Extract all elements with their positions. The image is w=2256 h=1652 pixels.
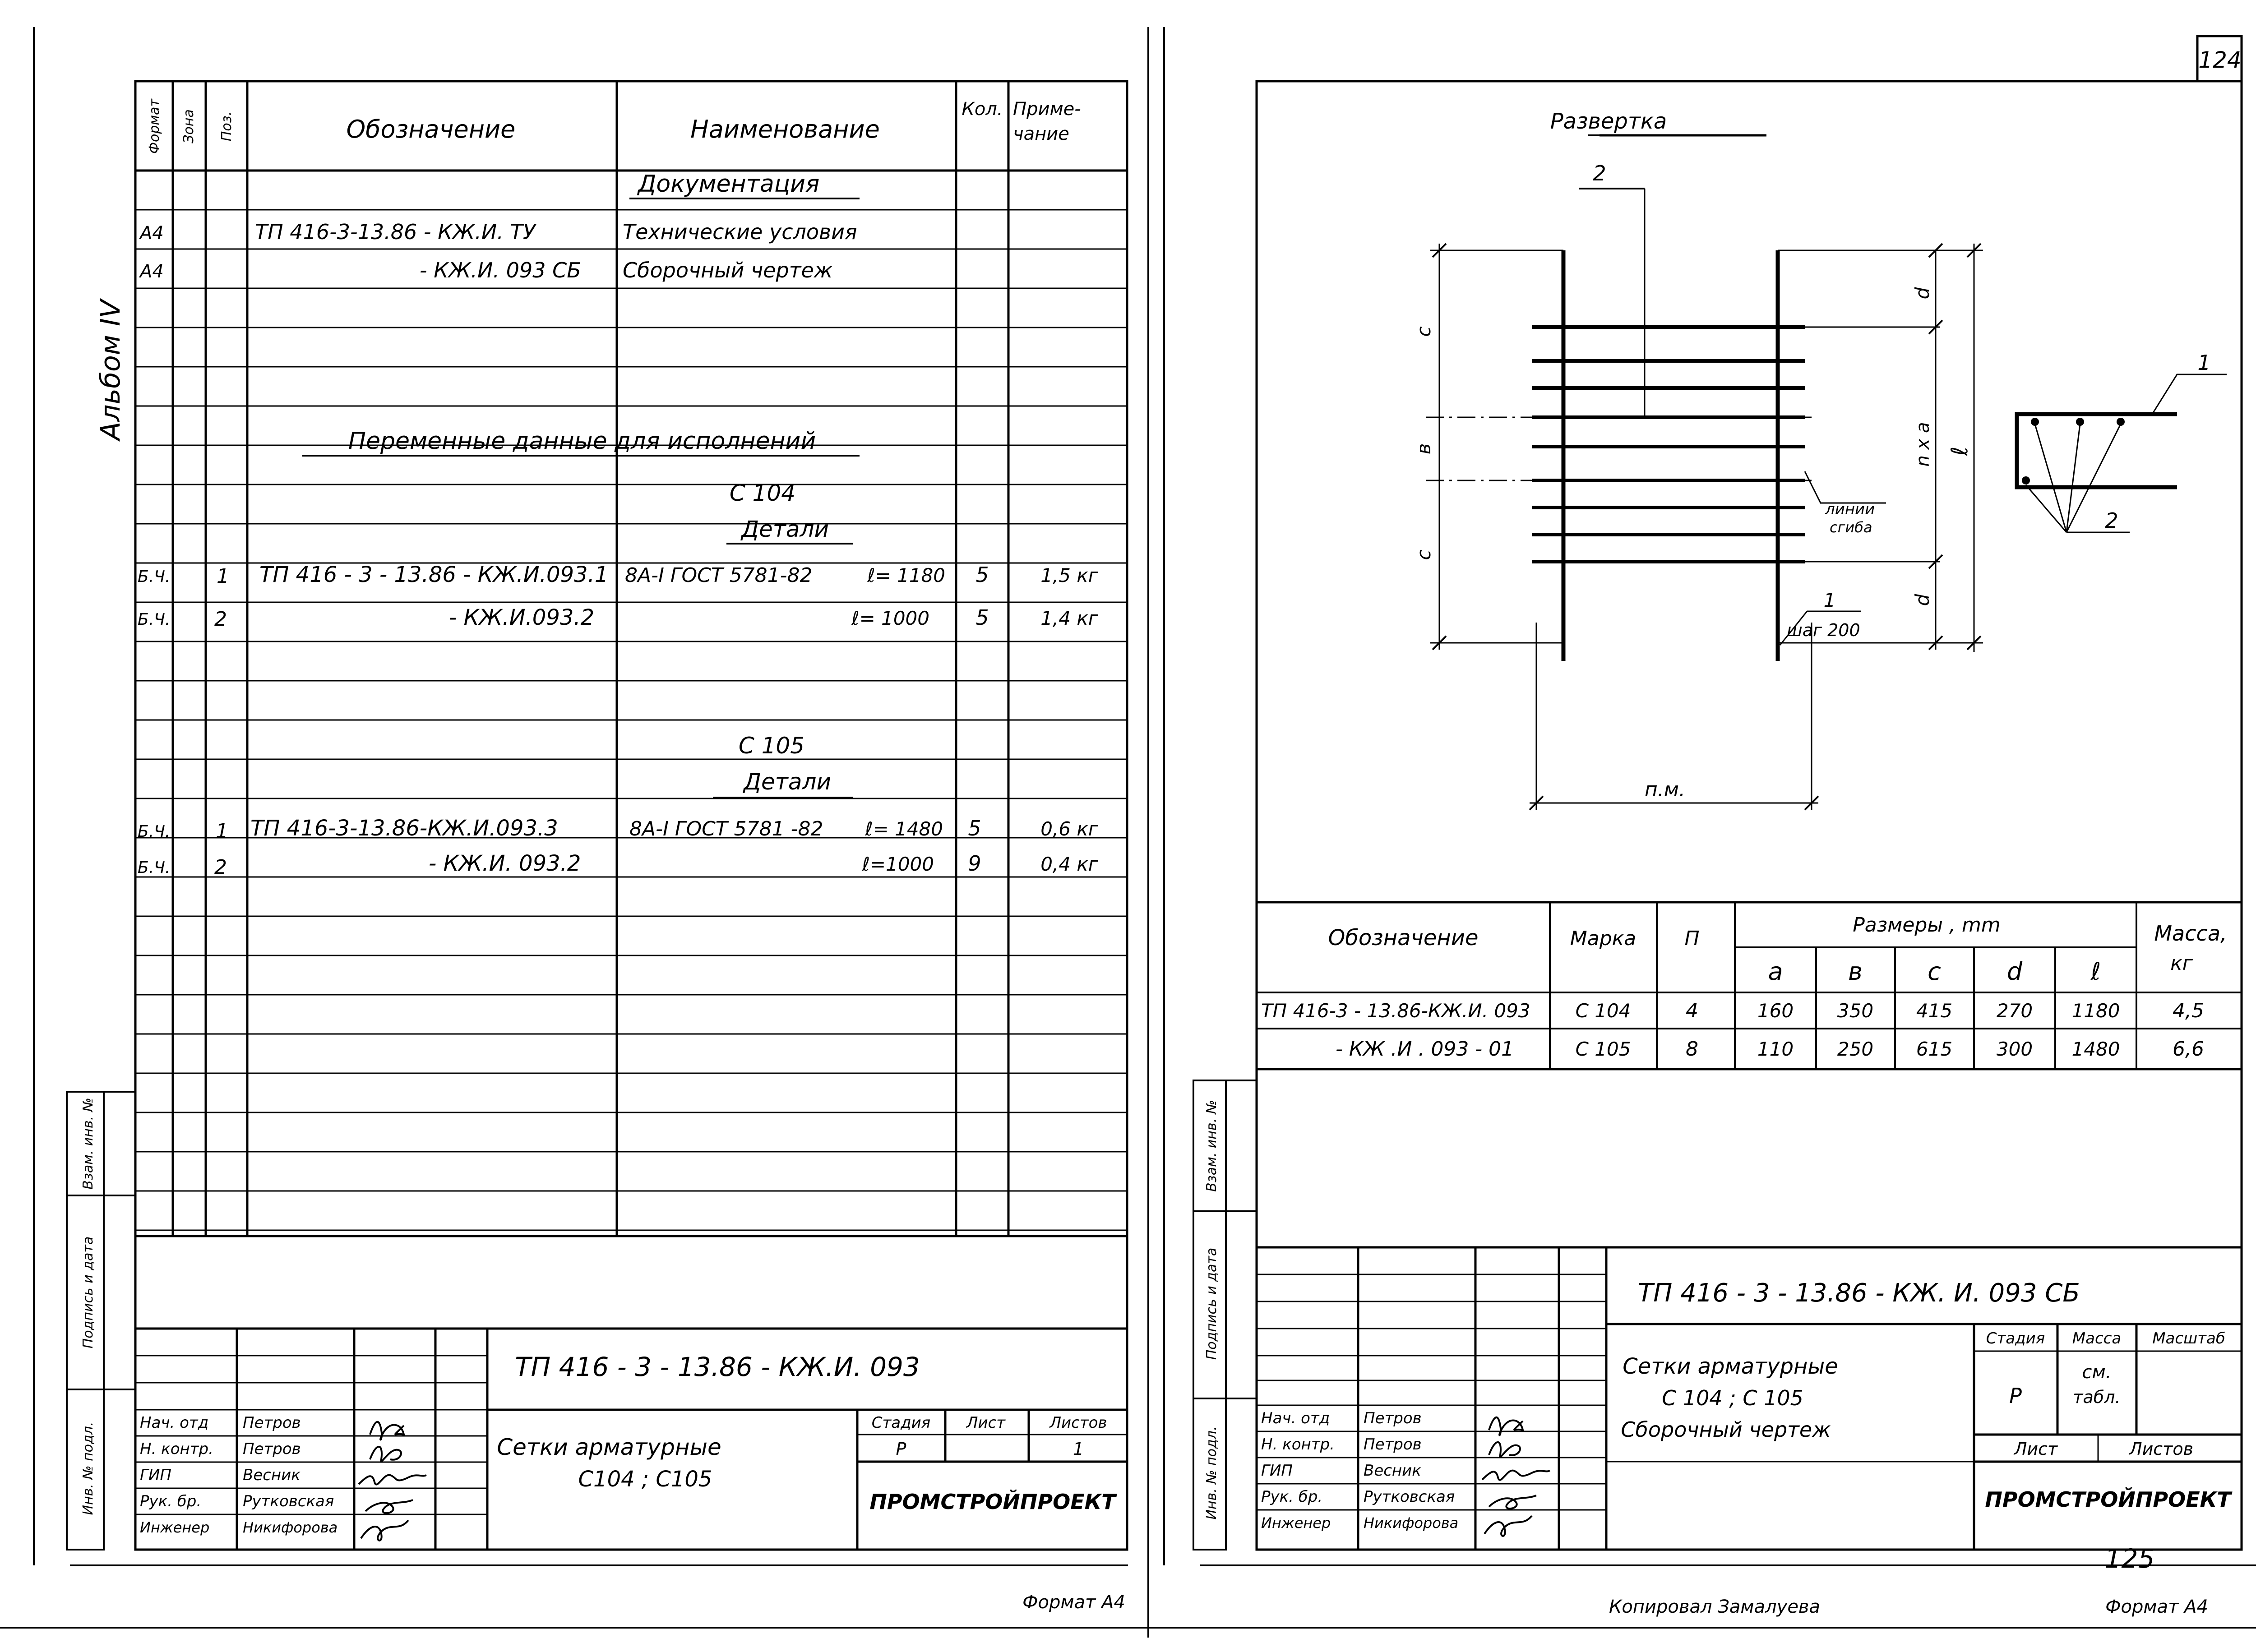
dt-r2-a: 110 [1757,1038,1794,1060]
sheet-number-bottom: 125 [2104,1543,2155,1574]
dt-hdr-sizes: Размеры , mm [1853,914,2001,937]
dt-r2-b: 250 [1837,1038,1874,1060]
dt-r1-b: 350 [1837,1000,1874,1022]
right-name-2: Петров [1364,1435,1422,1454]
left-role-1: Нач. отд [140,1414,209,1432]
lbl-dim-d-bottom: d [1911,594,1933,606]
dt-hdr-mass-unit: кг [2170,952,2193,975]
g2-row1-name: 8А-I ГОСТ 5781 -82 [629,817,823,840]
r-signature-4 [1489,1495,1536,1509]
doc-2-format: А4 [140,261,164,282]
lbl-dim-l: ℓ [1946,446,1973,456]
right-signatures [1482,1417,1550,1536]
right-role-4: Рук. бр. [1261,1488,1323,1506]
left-name-3: Весник [243,1466,300,1484]
doc-1-designation: ТП 416-3-13.86 - КЖ.И. ТУ [255,220,536,244]
hdr-qty: Кол. [962,99,1003,120]
signature-2 [370,1447,401,1462]
left-role-2: Н. контр. [140,1440,213,1458]
sheet-number: 124 [2198,47,2242,73]
g2-row2-qty: 9 [968,851,981,876]
left-title-line1: Сетки арматурные [497,1434,721,1460]
right-mass-2: табл. [2073,1387,2121,1407]
left-side-stamp [67,1092,135,1550]
g2-row2-pos: 2 [214,856,227,879]
lbl-dim-b: в [1413,443,1435,455]
lbl-pos2-top: 2 [1593,161,1606,185]
right-scale-label: Масштаб [2152,1329,2225,1347]
dt-hdr-mark: Марка [1570,927,1637,950]
dt-r2-designation: - КЖ .И . 093 - 01 [1336,1038,1514,1061]
r-stamp-inv-orig: Инв. № подл. [1204,1426,1220,1520]
right-title-line1: Сетки арматурные [1623,1354,1838,1379]
right-mass-1: см. [2082,1362,2112,1383]
lbl-dim-na: n x a [1913,422,1933,467]
dt-hdr-l: ℓ [2090,957,2101,986]
right-name-1: Петров [1364,1409,1422,1427]
group-1-title: С 104 [729,480,796,506]
copied-by: Копировал Замалуева [1609,1597,1821,1617]
left-format-label: Формат А4 [1022,1592,1125,1613]
g1-row1-length: ℓ= 1180 [867,564,945,586]
drawing-title: Развертка [1550,109,1667,134]
hdr-format: Формат [147,99,162,154]
group-1-subtitle: Детали [741,516,829,542]
right-role-1: Нач. отд [1261,1409,1330,1427]
right-mass-label: Масса [2072,1329,2122,1347]
g1-row1-pos: 1 [217,565,229,588]
left-name-2: Петров [243,1440,301,1458]
dt-r1-l: 1180 [2071,1000,2120,1022]
g1-row1-note: 1,5 кг [1040,564,1098,586]
dt-r2-l: 1480 [2071,1038,2120,1060]
dt-hdr-d: d [2006,957,2023,986]
hdr-name: Наименование [690,115,880,143]
dt-r2-mass: 6,6 [2173,1038,2204,1061]
r-stamp-signature-date: Подпись и дата [1204,1247,1220,1360]
dt-r1-n: 4 [1686,999,1698,1022]
g1-row1-name: 8А-I ГОСТ 5781-82 [625,564,813,587]
stamp-signature-date: Подпись и дата [80,1236,96,1349]
dt-r1-d: 270 [1996,1000,2033,1022]
hdr-zone: Зона [181,109,197,143]
dt-hdr-c: с [1928,957,1941,986]
dt-r2-d: 300 [1996,1038,2033,1060]
right-sheets-label: Листов [2129,1439,2193,1459]
lbl-step: шаг 200 [1787,620,1860,640]
g1-row2-note: 1,4 кг [1040,607,1098,629]
right-code: ТП 416 - 3 - 13.86 - КЖ. И. 093 СБ [1638,1278,2080,1308]
bar-section-dot [2031,418,2039,426]
left-sheets-label: Листов [1049,1414,1107,1432]
lbl-pm: п.м. [1645,778,1685,801]
dt-r1-mass: 4,5 [2173,999,2204,1022]
right-name-5: Никифорова [1364,1514,1459,1532]
doc-2-name: Сборочный чертеж [623,258,833,282]
r-signature-5 [1484,1516,1532,1536]
right-role-5: Инженер [1261,1514,1331,1532]
dt-hdr-mass: Масса, [2154,921,2227,946]
g1-row2-pos: 2 [214,608,227,631]
g2-row2-designation: - КЖ.И. 093.2 [429,851,581,876]
left-sheet-label: Лист [966,1414,1006,1432]
dt-hdr-n: П [1684,927,1700,950]
g2-row1-note: 0,6 кг [1040,818,1098,840]
r-signature-3 [1482,1471,1550,1480]
left-role-5: Инженер [140,1519,210,1536]
album-label: Альбом IV [95,300,126,440]
lbl-dim-d-top: d [1911,287,1933,300]
right-title-line2: С 104 ; С 105 [1662,1386,1803,1410]
signature-5 [361,1520,408,1541]
dt-hdr-designation: Обозначение [1328,925,1479,951]
left-name-4: Рутковская [243,1492,334,1510]
dt-r2-mark: С 105 [1575,1038,1631,1060]
hdr-note-1: Приме- [1013,99,1081,120]
section-view [2017,374,2227,532]
right-role-3: ГИП [1261,1462,1293,1480]
stamp-inv-orig: Инв. № подл. [80,1421,96,1515]
lbl-dim-c2: с [1413,549,1435,560]
right-stage: Р [2009,1384,2022,1408]
left-name-5: Никифорова [243,1519,338,1536]
lbl-bend-2: сгиба [1830,519,1872,536]
mesh-drawing [1426,189,1983,810]
g1-row1-format: Б.Ч. [138,568,171,586]
mesh-cross-bars [1532,327,1805,562]
lbl-dim-c: с [1413,326,1435,337]
spec-grid [135,81,1127,1236]
left-title-line2: С104 ; С105 [578,1467,712,1492]
right-title-block-rows [1257,1274,1606,1510]
left-code: ТП 416 - 3 - 13.86 - КЖ.И. 093 [515,1352,920,1382]
left-name-1: Петров [243,1414,301,1432]
spec-row-lines [135,210,1127,1230]
right-format-label: Формат А4 [2105,1597,2208,1617]
group-2-subtitle: Детали [743,769,832,795]
right-name-4: Рутковская [1364,1488,1455,1506]
hdr-pos: Поз. [219,111,235,142]
left-signatures [359,1422,426,1541]
group-2-title: С 105 [738,733,805,759]
left-stage: Р [896,1439,906,1459]
left-stage-label: Стадия [871,1414,931,1432]
right-name-3: Весник [1364,1462,1421,1480]
g2-row2-length: ℓ=1000 [862,853,934,875]
right-sheet-label: Лист [2014,1439,2058,1459]
right-title-line3: Сборочный чертеж [1621,1417,1831,1442]
stamp-vzam-inv: Взам. инв. № [80,1098,96,1190]
g1-row1-qty: 5 [975,563,989,587]
right-stage-label: Стадия [1986,1329,2045,1347]
section-variable: Переменные данные для исполнений [348,428,816,455]
doc-2-designation: - КЖ.И. 093 СБ [420,258,581,282]
g1-row2-designation: - КЖ.И.093.2 [449,605,595,630]
section-documentation: Документация [638,171,820,198]
g2-row1-pos: 1 [216,820,228,843]
g2-row2-note: 0,4 кг [1040,853,1098,875]
dt-r1-a: 160 [1757,1000,1794,1022]
right-role-2: Н. контр. [1261,1435,1335,1454]
g1-row2-length: ℓ= 1000 [851,607,929,629]
lbl-pos1-right: 1 [2197,351,2211,375]
g1-row2-qty: 5 [975,605,989,630]
left-role-3: ГИП [140,1466,171,1484]
left-role-4: Рук. бр. [140,1492,202,1510]
bar-section-dot [2117,418,2125,426]
left-sheets: 1 [1073,1439,1084,1459]
lbl-bend-1: линии [1825,500,1875,518]
left-org: ПРОМСТРОЙПРОЕКТ [869,1490,1116,1514]
doc-1-name: Технические условия [623,220,857,244]
signature-3 [359,1475,426,1485]
doc-1-format: А4 [140,223,164,244]
hdr-note-2: чание [1013,124,1069,144]
lbl-pos1-bottom: 1 [1823,589,1836,611]
g1-row1-designation: ТП 416 - 3 - 13.86 - КЖ.И.093.1 [259,562,609,587]
dt-r1-designation: ТП 416-3 - 13.86-КЖ.И. 093 [1261,1000,1530,1022]
r-signature-2 [1489,1442,1520,1457]
right-side-stamp [1193,1080,1257,1550]
signature-1 [370,1422,404,1440]
dt-r2-n: 8 [1686,1038,1698,1061]
bar-section-dot [2076,418,2084,426]
g1-row2-format: Б.Ч. [138,610,171,629]
g2-row1-designation: ТП 416-3-13.86-КЖ.И.093.3 [250,816,558,841]
r-stamp-vzam-inv: Взам. инв. № [1204,1100,1220,1192]
dt-hdr-a: a [1768,957,1783,986]
hdr-designation: Обозначение [346,115,516,143]
r-signature-1 [1489,1417,1523,1435]
g2-row1-qty: 5 [968,816,981,840]
g2-row1-length: ℓ= 1480 [865,818,943,840]
bar-section-dot [2022,476,2030,485]
g2-row2-format: Б.Ч. [138,858,171,877]
lbl-pos2-right: 2 [2105,508,2118,533]
right-org: ПРОМСТРОЙПРОЕКТ [1985,1487,2231,1512]
dt-r1-c: 415 [1916,1000,1953,1022]
dt-r1-mark: С 104 [1575,1000,1631,1022]
signature-4 [365,1500,413,1513]
dt-hdr-b: в [1848,957,1863,986]
dt-r2-c: 615 [1916,1038,1953,1060]
g2-row1-format: Б.Ч. [138,822,171,841]
